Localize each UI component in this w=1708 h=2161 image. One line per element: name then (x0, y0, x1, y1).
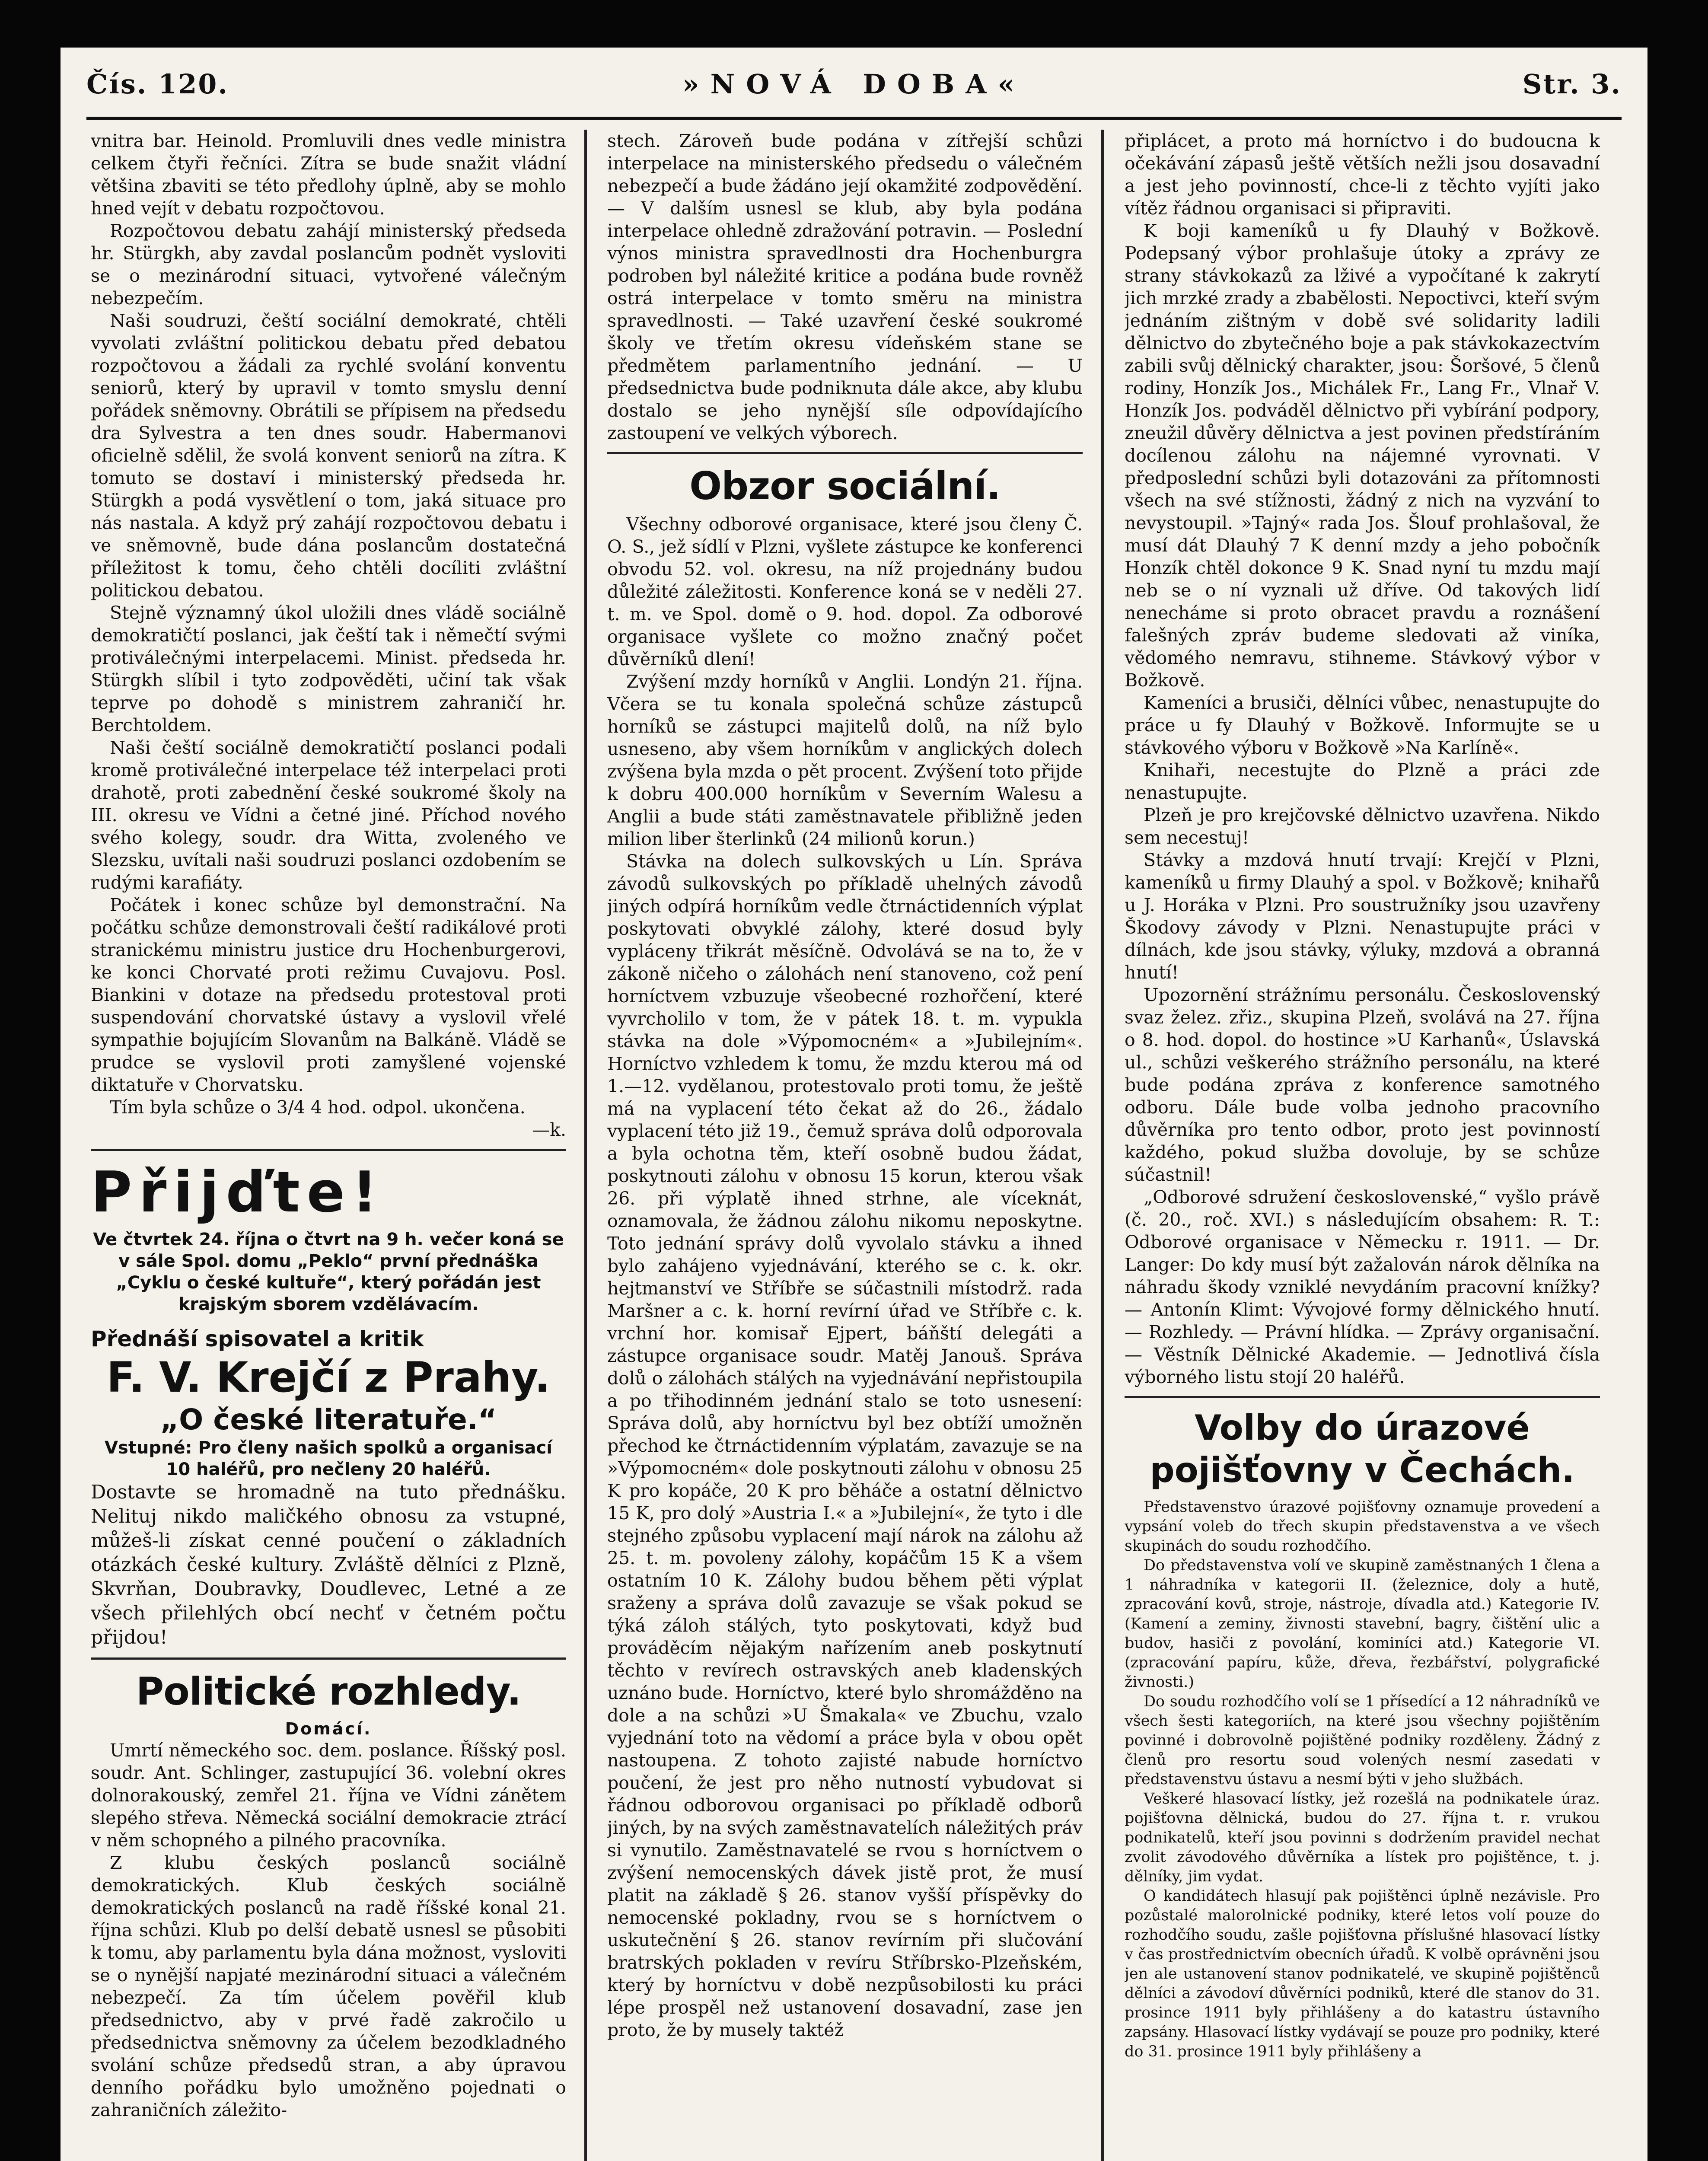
lecture-advertisement (91, 1160, 566, 1650)
article-paragraph: Rozpočtovou debatu zahájí ministerský předseda hr. Stürgkh, aby zavdal poslancům podnět vysloviti se o mezinárodní situaci, vytvořené válečným nebezpečím. (91, 220, 566, 309)
issue-number: Čís. 120. (86, 68, 229, 100)
section-title: Politické rozhledy. (136, 1669, 521, 1714)
article-paragraph: K boji kameníků u fy Dlauhý v Božkově. Podepsaný výbor prohlašuje útoky a zprávy ze strany stávkokazů za lživé a vypočítané k zakrytí jich mrzké zrady a zbabělosti. Nepoctivci, kteří svým jednáním zištným v době své solidarity ladili dělnictvo do zbytečného boje a pak stávkokazectvím zabili svůj dělnický charakter, jsou: Šoršové, 5 členů rodiny, Honzík Jos., Michálek Fr., Lang Fr., Vlnař V. Honzík Jos. podváděl dělnictvo při vybírání podpory, zneužil důvěry dělnictva a jest povinen předstíráním docílenou zálohu na nájemné vyrovnati. V předposlední schůzi byli dotazováni za přítomnosti všech na své stížnosti, žádný z nich na vyzvání to nevystoupil. »Tajný« rada Jos. Šlouf prohlašoval, že musí dát Dlauhý 7 K denní mzdy a jeho pobočník Honzík chtěl dokonce 9 K. Snad nyní tu mzdu mají neb se o ní vyznali už dříve. Od takových lidí nenecháme si proto obracet pravdu a roznášení falešných zpráv budeme sledovati až viníka, vědomého nemravu, stihneme. Stávkový výbor v Božkově. (1125, 220, 1600, 691)
article-paragraph: Z klubu českých poslanců sociálně demokratických. Klub českých sociálně demokratických poslanců na radě říšské konal 21. října schůzi. Klub po delší debatě usnesl se působiti k tomu, aby parlamentu byla dána možnost, vysloviti se o nynější napjaté mezinárodní situaci a válečném nebezpečí. Za tím účelem pověřil klub předsednictvo, aby v prvé řadě zakročilo u předsednictva sněmovny za účelem bezodkladného svolání schůze předsedů stran, a aby úpravou denního pořádku bylo umožněno pojednati o zahraničních záležito- (91, 1852, 566, 2120)
article-paragraph: stech. Zároveň bude podána v zítřejší schůzi interpelace na ministerského předsedu o válečném nebezpečí a bude žádáno její okamžité zodpovědění. — V dalším usnesl se klub, aby byla podána interpelace ohledně zdražování potravin. — Poslední výnos ministra spravedlnosti dra Hochenburgra podroben byl náležité kritice a podána bude rovněž ostrá interpelace v tomto směru na ministra spravedlnosti. — Také uzavření české soukromé školy ve třetím okresu vídeňském stane se předmětem parlamentního jednání. — U předsednictva bude podniknuta dále akce, aby klubu dostalo se jeho nynější síle odpovídajícího zastoupení ve velkých výborech. (607, 131, 1083, 443)
article-paragraph: Počátek i konec schůze byl demonstrační. Na počátku schůze demonstrovali čeští radikálové proti stranickému ministru justice dru Hochenburgerovi, ke konci Chorvaté proti režimu Cuvajovu. Posl. Biankini v dotaze na předsedu protestoval proti suspendování chorvatské ústavy a vyslovil vřelé sympathie bojujícím Slovanům na Balkáně. Vládě se prudce se vyslovil proti zamyšlené vojenské diktatuře v Chorvatsku. (91, 895, 566, 1095)
article-paragraph: Veškeré hlasovací lístky, jež rozešlá na podnikatele úraz. pojišťovna dělnická, budou do 27. října t. r. vrukou podnikatelů, kteří jsou povinni s dodržením pravidel nechat zvolit závodového důvěrníka a lístek pro pojištěnce, t. j. dělníky, jim vydat. (1125, 1790, 1600, 1885)
article-paragraph: Tím byla schůze o 3/4 4 hod. odpol. ukončena. (110, 1097, 526, 1118)
article-paragraph: Kameníci a brusiči, dělníci vůbec, nenastupujte do práce u fy Dlauhý v Božkově. Informujte se u stávkového výboru v Božkově »Na Karlíně«. (1125, 692, 1600, 758)
divider (1125, 1396, 1600, 1398)
article-paragraph: Stávky a mzdová hnutí trvají: Krejčí v Plzni, kameníků u firmy Dlauhý a spol. v Božkově; knihařů u J. Horáka v Plzni. Pro soustružníky jsou uzavřeny Škodovy závody v Plzni. Nenastupujte práci v dílnách, kde jsou stávky, výluky, mzdová a obranná hnutí! (1125, 850, 1600, 983)
ad-announcement: Ve čtvrtek 24. října o čtvrt na 9 h. večer koná se v sále Spol. domu „Peklo“ první přednáška „Cyklu o české kultuře“, který pořádán jest krajským sborem vzdělávacím. (93, 1230, 564, 1314)
article-paragraph: Do soudu rozhodčího volí se 1 přísedící a 12 náhradníků ve všech šesti kategoriích, na které jsou všechny pojištěním povinné i dobrovolně pojištěné podniky rozděleny. Žádný z členů pro resortu soud volených nesmí zasedati v představenstvu ústavu a nesmí býti v jeho službách. (1125, 1693, 1600, 1788)
article-paragraph: Plzeň je pro krejčovské dělnictvo uzavřena. Nikdo sem necestuj! (1125, 805, 1600, 848)
newspaper-title: »NOVÁ DOBA« (682, 68, 1026, 100)
ad-entry-fee: Vstupné: Pro členy našich spolků a organisací 10 haléřů, pro nečleny 20 haléřů. (105, 1438, 552, 1479)
column-3 (1125, 130, 1600, 2161)
divider (607, 452, 1083, 454)
page-number: Str. 3. (1522, 68, 1622, 100)
article-paragraph: Upozornění strážnímu personálu. Československý svaz želez. zřiz., skupina Plzeň, svolává na 27. října o 8. hod. dopol. do hostince »U Karhanů«, Úslavská ul., schůzi veškerého strážního personálu, na které bude podána zpráva z konference samotného odboru. Dále bude volba jednoho pracovního důvěrníka pro tento odbor, proto jest povinností každého, pokud služba dovoluje, by se schůze súčastnil! (1125, 985, 1600, 1185)
article-paragraph: Umrtí německého soc. dem. poslance. Říšský posl. soudr. Ant. Schlinger, zastupující 36. volební okres dolnorakouský, zemřel 21. října ve Vídni zánětem slepého střeva. Německá sociální demokracie ztrácí v něm schopného a pilného pracovníka. (91, 1740, 566, 1851)
article-paragraph: připlácet, a proto má horníctvo i do budoucna k očekávání zápasů ještě větších nežli jsou dosavadní a jest jeho povinností, chce-li z těchto vyjíti jako vítěz řádnou organisaci si připraviti. (1125, 131, 1600, 219)
article-paragraph: Knihaři, necestujte do Plzně a práci zde nenastupujte. (1125, 760, 1600, 803)
article-paragraph: vnitra bar. Heinold. Promluvili dnes vedle ministra celkem čtyři řečníci. Zítra se bude snažit vládní většina zbaviti se této předlohy úplně, aby se mohlo hned vejít v debatu rozpočtovou. (91, 131, 566, 219)
article-paragraph: Zvýšení mzdy horníků v Anglii. Londýn 21. října. Včera se tu konala společná schůze zástupců horníků se zástupci majitelů dolů, na níž bylo usneseno, aby všem horníkům v anglických dolech zvýšena byla mzda o pět procent. Zvýšení toto přijde k dobru 400.000 horníkům v Severním Walesu a Anglii a bude státi zaměstnavatele přibližně jeden milion liber šterlinků (24 milionů korun.) (607, 671, 1083, 849)
column-1 (91, 130, 566, 2161)
column-rule (584, 130, 587, 2161)
section-title: Volby do úrazové pojišťovny v Čechách. (1150, 1408, 1575, 1490)
divider (91, 1149, 566, 1151)
ad-title: Přijďte! (91, 1159, 385, 1225)
article-paragraph: Stejně významný úkol uložili dnes vládě sociálně demokratičtí poslanci, jak čeští tak i němečtí svými protiválečnými interpelacemi. Minist. předseda hr. Stürgkh slíbil i tyto zodpověděti, učiní tak však teprve po dohodě s ministrem zahraničí hr. Berchtoldem. (91, 602, 566, 736)
article-signature: —k. (532, 1119, 566, 1140)
article-paragraph: Všechny odborové organisace, které jsou členy Č. O. S., jež sídlí v Plzni, vyšlete zástupce ke konferenci obvodu 52. vol. okresu, na níž projednány budou důležité záležitosti. Konference koná se v neděli 27. t. m. ve Spol. domě o 9. hod. dopol. Za odborové organisace vyšlete co možno značný počet důvěrníků dlení! (607, 514, 1083, 669)
column-rule (1101, 130, 1104, 2161)
section-subtitle: Domácí. (285, 1719, 372, 1738)
article-paragraph: „Odborové sdružení československé,“ vyšlo právě (č. 20., roč. XVI.) s následujícím obsahem: R. T.: Odborové organisace v Německu r. 1911. — Dr. Langer: Do kdy musí být zažalován nárok dělníka na náhradu škody vzniklé nevydáním pracovní knížky? — Antonín Klimt: Vývojové formy dělnického hnutí. — Rozhledy. — Právní hlídka. — Zprávy organisační. — Věstník Dělnické Akademie. — Jednotlivá čísla výborného listu stojí 20 haléřů. (1125, 1187, 1600, 1387)
article-paragraph: Naši soudruzi, čeští sociální demokraté, chtěli vyvolati zvláštní politickou debatu před debatou rozpočtovou a žádali za rychlé svolání konventu seniorů, který by upravil v tomto smyslu denní pořádek sněmovny. Obrátili se přípisem na předsedu dra Sylvestra a ten dnes soudr. Habermanovi oficielně sdělil, že svolá konvent seniorů na zítra. K tomuto se dostaví i ministerský předseda hr. Stürgkh a podá vysvětlení o tom, jaká situace pro nás nastala. A když prý zahájí rozpočtovou debatu i ve sněmovně, bude dána poslancům dostatečná příležitost k tomu, čeho chtěli docíliti zvláštní politickou debatou. (91, 310, 566, 601)
newspaper-page (61, 48, 1647, 2161)
section-title: Obzor sociální. (689, 464, 1001, 508)
article-paragraph: Představenstvo úrazové pojišťovny oznamuje provedení a vypsání voleb do třech skupin představenstva a ve všech skupinách do soudu rozhodčího. (1125, 1498, 1600, 1555)
ad-lecturer-name: F. V. Krejčí z Prahy. (106, 1353, 551, 1402)
article-paragraph: Naši čeští sociálně demokratičtí poslanci podali kromě protiválečné interpelace též interpelaci proti drahotě, proti zabednění české soukromé školy na III. okresu ve Vídni a četné jiné. Příchod nového svého kolegy, soudr. dra Witta, zvoleného ve Slezsku, uvítali naši soudruzi poslanci ozdobením se rudými karafiáty. (91, 737, 566, 893)
article-paragraph: Stávka na dolech sulkovských u Lín. Správa závodů sulkovských po příkladě uhelných závodů jiných odpírá horníkům vedle čtrnáctidenních výplat poskytovati obvyklé zálohy, které dosud byly vypláceny třikrát měsíčně. Odvolává se na to, že v zákoně ničeho o zálohách není stanoveno, což pení horníctvem vzbuzuje všeobecné rozhořčení, které vyvrcholilo v tom, že v pátek 18. t. m. vypukla stávka na dole »Výpomocném« a »Jubilejním«. Horníctvo vzhledem k tomu, že mzdu kterou má od 1.—12. vydělanou, protestovalo proti tomu, že ještě má na vyplacení této čekat až do 26., žádalo vyplacení této již 19., čemuž správa dolů odporovala a byla ochotna těm, kteří osobně budou žádat, poskytnouti zálohu v obnosu 15 korun, kterou však 26. při výplatě ihned strhne, ale víceknát, oznamovala, že žádnou zálohu nikomu neposkytne. Toto jednání správy dolů vyvolalo stávku a ihned bylo zahájeno vyjednávání, kterého se c. k. okr. hejtmanství ve Stříbře se súčastnili místodrž. rada Maršner a c. k. horní revírní úřad ve Stříbře c. k. vrchní hor. komisař Ejpert, báňští delegáti a zástupce organisace soudr. Matěj Janouš. Správa dolů o zálohách stálých na vyjednávání nepřistoupila a po třihodinném jednání stalo se toto usnesení: Správa dolů, aby horníctvu byl bez obtíží umožněn přechod ke čtrnáctidenním výplatám, zavazuje se na »Výpomocném« dole poskytnouti zálohu v obnosu 25 K pro kopáče, 20 K pro běháče a ostatní dělnictvo 15 K, pro dolý »Austria I.« a »Jubilejní«, že tyto i dle stejného způsobu vyplacení mají nárok na zálohu až 25. t. m. povoleny zálohy, kopáčům 15 K a všem ostatním 10 K. Zálohy budou během pěti výplat sraženy a správa dolů zavazuje se však pokud se týká záloh stálých, tyto poskytovati, když bud prováděcím nějakým nařízením aneb poskytnutí těchto v revírech ostravských aneb kladenských uznáno bude. Horníctvo, které bylo shromážděno na dole a na schůzi »U Šmakala« ve Zbuchu, vzalo vyjednání toto na vědomí a práce byla v obou opět nastoupena. Z tohoto zajisté nabude horníctvo poučení, že jest pro něho nutností vybudovat si řádnou odborovou organisaci po příkladě odborů jiných, by na svých zaměstnavatelích náležitých práv si vynutilo. Zaměstnavatelé se rvou s horníctvem o zvýšení nemocenských dávek jistě prot, že musí platit na základě § 26. stanov vyšší příspěvky do nemocenské pokladny, rvou se s horníctvem o uskutečnění § 26. stanov revírním při slučování bratrských pokladen v revíru Stříbrsko-Plzeňském, který by horníctvu v době nezpůsobilosti ku práci lépe prospěl než ustanovení dosavadní, zase jen proto, že by musely taktéž (607, 851, 1083, 2040)
divider (91, 1657, 566, 1660)
article-paragraph: O kandidátech hlasují pak pojištěnci úplně nezávisle. Pro pozůstalé malorolnické podniky, které letos volí pouze do rozhodčího soudu, zašle pojišťovna příslušné hlasovací lístky v čas prostřednictvím obecních úřadů. K volbě oprávněni jsou jen ale ustanovení stanov podnikatelé, ve skupině pojištěnců dělníci a závodoví důvěrníci podniků, které dle stanov do 31. prosince 1911 byly přihlášeny a do katastru ústavního zapsány. Hlasovací lístky vydávají se pouze pro podniky, které do 31. prosince 1911 byly přihlášeny a (1125, 1887, 1600, 2060)
ad-topic: „O české literatuře.“ (160, 1403, 497, 1436)
masthead (86, 61, 1622, 120)
ad-body: Dostavte se hromadně na tuto přednášku. Nelituj nikdo maličkého obnosu za vstupné, můžeš-li získat cenné poučení o základních otázkách české kultury. Zvláště dělníci z Plzně, Skvrňan, Doubravky, Doudlevec, Letné a ze všech přilehlých obcí nechť v četném počtu přijdou! (91, 1481, 566, 1648)
ad-lecturer: Přednáší spisovatel a kritik (91, 1326, 424, 1351)
article-paragraph: Do představenstva volí ve skupině zaměstnaných 1 člena a 1 náhradníka v kategorii II. (železnice, doly a hutě, zpracování kovů, stroje, nástroje, dívadla atd.) Kategorie IV. (Kamení a zeminy, živnosti stavební, bagry, čištění ulic a budov, hasiči z povolání, kominíci atd.) Kategorie VI. (zpracování papíru, kůže, dřeva, řezbářství, polygrafické živnosti.) (1125, 1557, 1600, 1691)
column-2 (607, 130, 1083, 2161)
